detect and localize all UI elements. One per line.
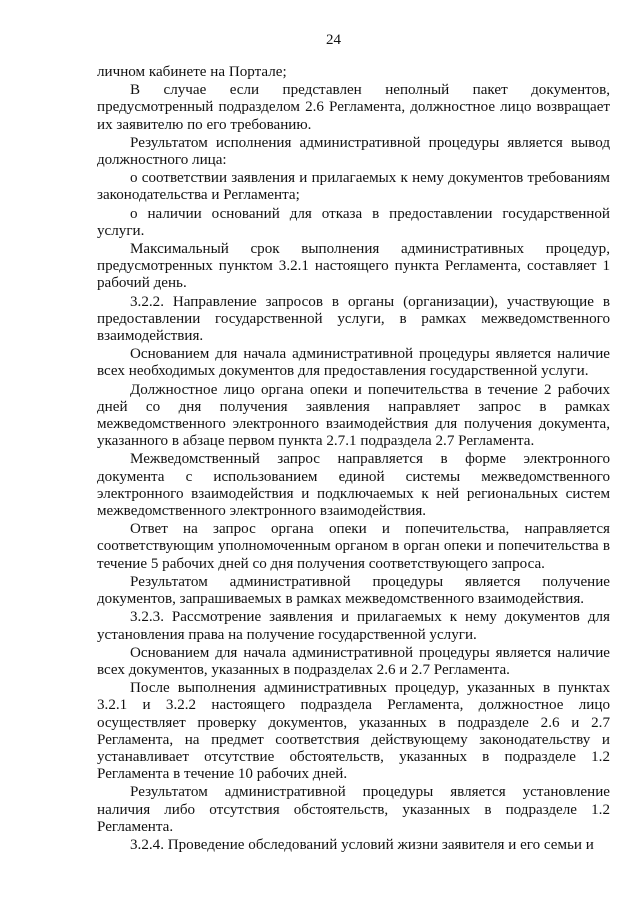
paragraph: о наличии оснований для отказа в предоставлении государственной услуги. [97, 205, 610, 239]
paragraph: о соответствии заявления и прилагаемых к нему документов требованиям законодательства и Регламента; [97, 170, 610, 204]
page-number: 24 [326, 32, 341, 48]
paragraph: Основанием для начала административной процедуры является наличие всех документов, указанных в подразделах 2.6 и 2.7 Регламента. [97, 644, 610, 678]
paragraph: Межведомственный запрос направляется в форме электронного документа с использованием единой системы межведомственного электронного взаимодействия и подключаемых к ней региональных систем межведомственного электронного взаимодействия. [97, 451, 610, 520]
paragraph: Должностное лицо органа опеки и попечительства в течение 2 рабочих дней со дня получения заявления направляет запрос в рамках межведомственного электронного взаимодействия для получения документа, указанного в абзаце первом пункта 2.7.1 подраздела 2.7 Регламента. [97, 381, 610, 450]
paragraph: После выполнения административных процедур, указанных в пунктах 3.2.1 и 3.2.2 настоящего подраздела Регламента, должностное лицо осуществляет проверку документов, указанных в подразделе 2.6 и 2.7 Регламента, на предмет соответствия действующему законодательству и устанавливает отсутствие обстоятельств, указанных в подразделе 1.2 Регламента в течение 10 рабочих дней. [97, 680, 610, 783]
document-body [97, 64, 610, 854]
paragraph: Максимальный срок выполнения административных процедур, предусмотренных пунктом 3.2.1 настоящего пункта Регламента, составляет 1 рабочий день. [97, 241, 610, 292]
paragraph: 3.2.4. Проведение обследований условий жизни заявителя и его семьи и [130, 836, 594, 853]
paragraph: Основанием для начала административной процедуры является наличие всех необходимых документов для предоставления государственной услуги. [97, 346, 610, 380]
paragraph: 3.2.2. Направление запросов в органы (организации), участвующие в предоставлении государственной услуги, в рамках межведомственного взаимодействия. [97, 293, 610, 345]
paragraph: Результатом административной процедуры является установление наличия либо отсутствия обстоятельств, указанных в подразделе 1.2 Регламента. [97, 784, 610, 835]
paragraph: 3.2.3. Рассмотрение заявления и прилагаемых к нему документов для установления права на получение государственной услуги. [97, 609, 610, 643]
paragraph: В случае если представлен неполный пакет документов, предусмотренный подразделом 2.6 Регламента, должностное лицо возвращает их заявителю по его требованию. [97, 82, 610, 133]
paragraph: Ответ на запрос органа опеки и попечительства, направляется соответствующим уполномоченным органом в орган опеки и попечительства в течение 5 рабочих дней со дня получения соответствующего запроса. [97, 521, 610, 572]
paragraph: Результатом исполнения административной процедуры является вывод должностного лица: [97, 134, 610, 169]
paragraph: личном кабинете на Портале; [97, 64, 287, 80]
paragraph: Результатом административной процедуры является получение документов, запрашиваемых в рамках межведомственного взаимодействия. [97, 573, 610, 608]
